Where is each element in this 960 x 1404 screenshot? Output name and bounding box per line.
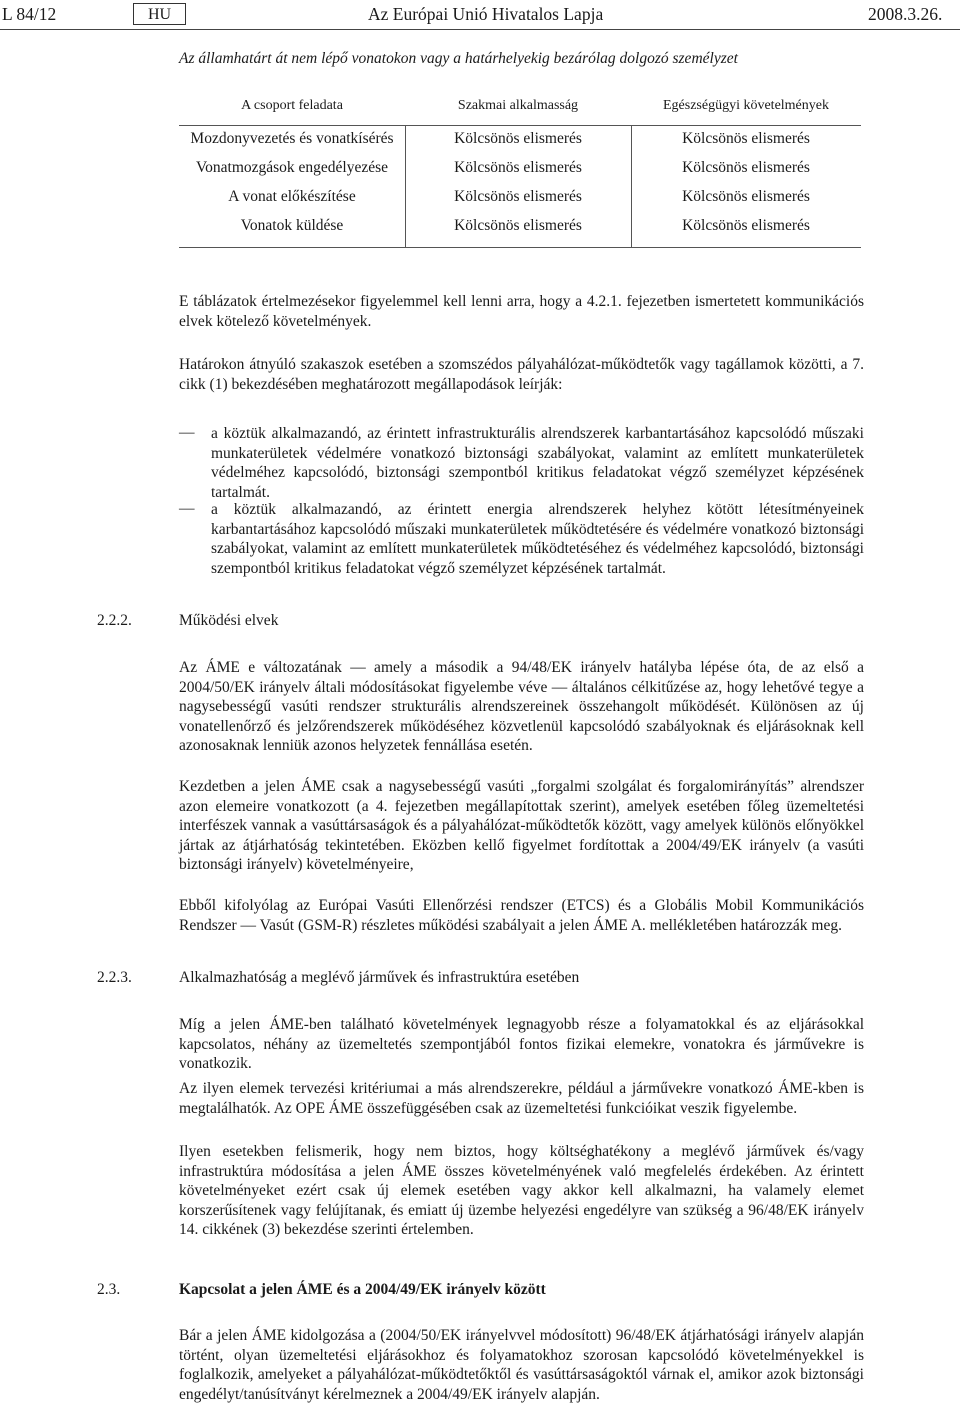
table-cell: Kölcsönös elismerés: [454, 130, 582, 147]
header-rule: [0, 29, 960, 30]
paragraph: Ebből kifolyólag az Európai Vasúti Ellenőrzési rendszer (ETCS) és a Globális Mobil Kommunikációs Rendszer — Vasút (GSM-R) részletes működési szabályait a jelen ÁME A. mellékletében határozzák meg.: [179, 897, 864, 934]
publication-date: 2008.3.26.: [868, 4, 943, 24]
paragraph: Ilyen esetekben felismerik, hogy nem biztos, hogy költséghatékony a meglévő járművek és/vagy infrastruktúra módosítása a jelen ÁME összes követelményének való megfelelés érdekében. Az érintett követelményeket ezért csak új elemek esetében vagy akkor kell alkalmazni, ha valamely elemet korszerűsítenek vagy felújítanak, és emiatt új üzembe helyezési engedélyre van szükség a 96/48/EK irányelv 14. cikkének (3) bekezdése szerinti értelemben.: [179, 1143, 864, 1238]
section-title: Működési elvek: [179, 612, 279, 629]
section-number: 2.2.3.: [97, 969, 132, 986]
list-dash: —: [179, 424, 195, 441]
table-cell: A vonat előkészítése: [228, 188, 356, 205]
table-cell: Kölcsönös elismerés: [454, 188, 582, 205]
list-dash: —: [179, 500, 195, 517]
journal-title: Az Európai Unió Hivatalos Lapja: [368, 4, 604, 24]
paragraph: Határokon átnyúló szakaszok esetében a szomszédos pályahálózat-működtetők vagy tagállamok közötti, a 7. cikk (1) bekezdésében meghatározott megállapodások leírják:: [179, 356, 864, 393]
table-cell: Kölcsönös elismerés: [454, 159, 582, 176]
table-row: [179, 125, 861, 154]
table-cell: Kölcsönös elismerés: [682, 130, 810, 147]
table-cell: Mozdonyvezetés és vonatkísérés: [190, 130, 394, 147]
paragraph: Az ÁME e változatának — amely a második a 94/48/EK irányelv hatályba lépése óta, de az első a 2004/50/EK irányelv általi módosításokat figyelembe véve — általános célkitűzése az, hogy lehetővé tegye a nagysebességű vasúti rendszer strukturális alrendszereinek összehangolt működését. Különösen az új vonatellenőrző és jelzőrendszerek működéséhez közvetlenül kapcsolódó szabályoknak és eljárásoknak kell azonosaknak lenniük azonos helyzetek fennállása esetén.: [179, 659, 864, 754]
table-column-divider: [631, 125, 632, 247]
paragraph: Míg a jelen ÁME-ben található követelmények legnagyobb része a folyamatokkal és az eljárásokkal kapcsolatos, néhány az üzemeltetés szempontjából fontos fizikai elemekre, vonatokra és járművekre is vonatkozik.: [179, 1016, 864, 1072]
table-header-cell: A csoport feladata: [241, 98, 343, 113]
paragraph: E táblázatok értelmezésekor figyelemmel kell lenni arra, hogy a 4.2.1. fejezetben ismertetett kommunikációs elvek kötelező követelmények.: [179, 293, 864, 330]
section-title: Kapcsolat a jelen ÁME és a 2004/49/EK irányelv között: [179, 1281, 546, 1298]
section-title: Alkalmazhatóság a meglévő járművek és infrastruktúra esetében: [179, 969, 580, 986]
table-cell: Kölcsönös elismerés: [682, 217, 810, 234]
paragraph: Az ilyen elemek tervezési kritériumai a más alrendszerekre, például a járművekre vonatkozó ÁME-kben is megtalálhatók. Az OPE ÁME összefüggésében csak az üzemeltetési funkcióikat veszik figyelembe.: [179, 1080, 864, 1117]
list-item: a köztük alkalmazandó, az érintett infrastrukturális alrendszerek karbantartásához kapcsolódó műszaki munkaterületek védelmére vonatkozó biztonsági szabályokat, valamint az említett munkaterületek védelméhez kapcsolódó, biztonsági szempontból kritikus feladatokat végző személyzet képzésének tartalmát.: [211, 425, 864, 501]
table-row: [179, 154, 861, 183]
table-header-row: [179, 94, 861, 125]
table-bottom-rule: [179, 247, 861, 248]
section-number: 2.3.: [97, 1281, 121, 1298]
table-cell: Kölcsönös elismerés: [682, 188, 810, 205]
table-header-cell: Szakmai alkalmasság: [457, 98, 579, 113]
paragraph: Bár a jelen ÁME kidolgozása a (2004/50/EK irányelvvel módosított) 96/48/EK átjárhatósági irányelv alapján történt, olyan üzemeltetési eljárásokhoz és folyamatokhoz szorosan kapcsolódó követelményekkel is foglalkozik, amelyeket a pályahálózat-működtetőktől és vasúttársaságoktól várnak el, amikor azok biztonsági engedélyt/tanúsítványt kérelmeznek a 2004/49/EK irányelv alapján.: [179, 1327, 864, 1403]
list-item: a köztük alkalmazandó, az érintett energia alrendszerek helyhez kötött létesítményeinek karbantartásához kapcsolódó műszaki munkaterületek működtetésére és védelmére vonatkozó biztonsági szabályokat, valamint az említett munkaterületek működtetéséhez és védelméhez kapcsolódó, biztonsági szempontból kritikus feladatokat végző személyzet képzésének tartalmát.: [211, 501, 864, 577]
section-number: 2.2.2.: [97, 612, 132, 629]
table-title: Az államhatárt át nem lépő vonatokon vagy a határhelyekig bezárólag dolgozó személyzet: [179, 50, 738, 67]
language-code-box: HU: [133, 3, 186, 25]
paragraph: Kezdetben a jelen ÁME csak a nagysebességű vasúti „forgalmi szolgálat és forgalomirányítás” alrendszer azon elemeire vonatkozott (a 4. fejezetben megállapítottak szerint), amelyek esetében főleg üzemeltetési interfészek vannak a vasúttársaságok és a pályahálózat-működtetők között, vagy amelyek különös előnyökkel jártak az átjárhatóság tekintetében. Eközben kellő figyelmet fordítottak a 2004/49/EK irányelv (a vasúti biztonsági irányelv) követelményeire,: [179, 778, 864, 873]
table-cell: Kölcsönös elismerés: [454, 217, 582, 234]
staff-requirements-table: [179, 94, 861, 241]
table-cell: Vonatmozgások engedélyezése: [195, 159, 389, 176]
table-row: [179, 212, 861, 241]
table-header-cell: Egészségügyi követelmények: [662, 98, 829, 113]
table-cell: Vonatok küldése: [240, 217, 344, 234]
table-column-divider: [405, 125, 406, 247]
page-header: [0, 2, 960, 26]
table-cell: Kölcsönös elismerés: [682, 159, 810, 176]
table-row: [179, 183, 861, 212]
page-reference: L 84/12: [2, 4, 57, 24]
